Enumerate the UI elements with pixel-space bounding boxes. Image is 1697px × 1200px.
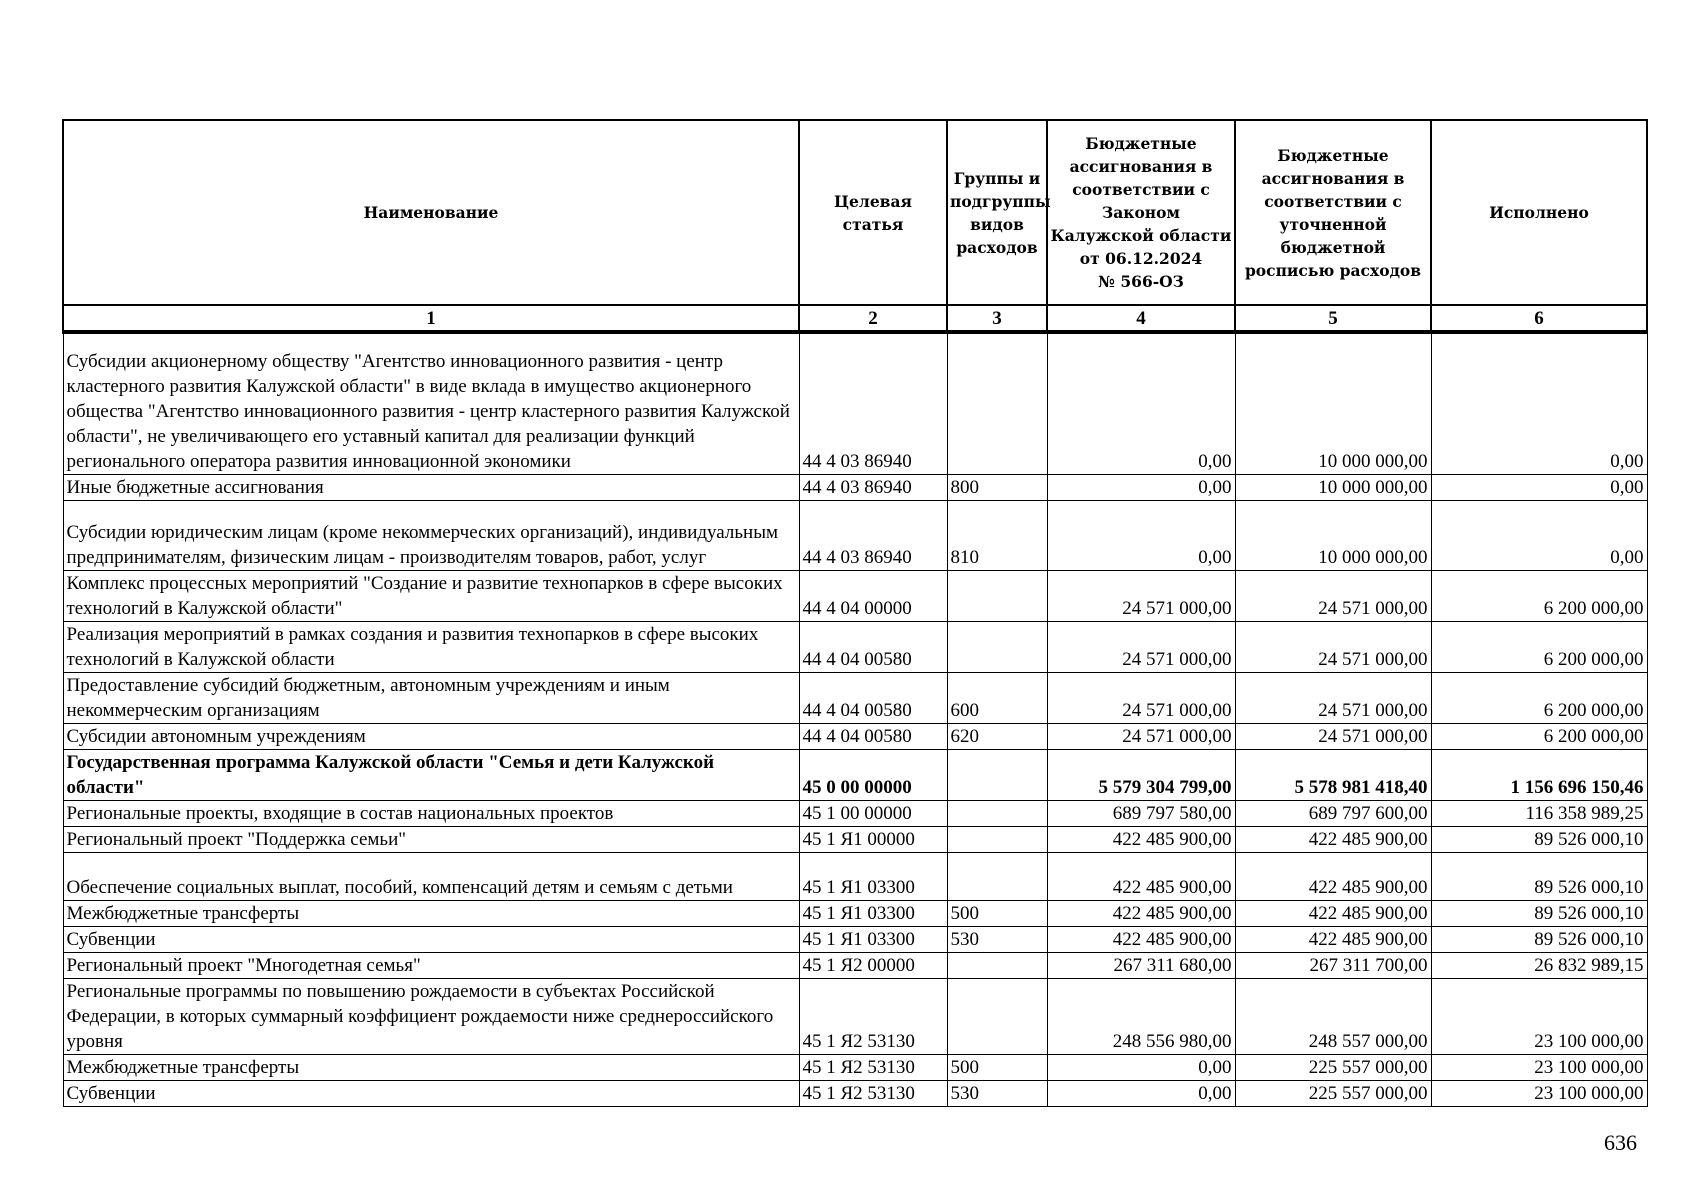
row-refined-allocation: 422 485 900,00 (1235, 926, 1431, 952)
row-expense-group (947, 800, 1047, 826)
row-law-allocation: 0,00 (1047, 1054, 1235, 1080)
header-expense-group: Группы и подгруппы видов расходов (947, 120, 1047, 305)
row-name: Субсидии юридическим лицам (кроме некоммерческих организаций), индивидуальным предпринимателям, физическим лицам - производителям товаров, работ, услуг (63, 500, 799, 570)
row-target-article: 45 1 Я1 03300 (799, 852, 947, 900)
row-name: Иные бюджетные ассигнования (63, 474, 799, 500)
row-law-allocation: 422 485 900,00 (1047, 926, 1235, 952)
row-name: Региональные проекты, входящие в состав национальных проектов (63, 800, 799, 826)
row-target-article: 45 1 Я2 53130 (799, 1080, 947, 1106)
row-target-article: 44 4 04 00580 (799, 723, 947, 749)
row-name: Обеспечение социальных выплат, пособий, компенсаций детям и семьям с детьми (63, 852, 799, 900)
row-executed: 0,00 (1431, 500, 1647, 570)
table-row (63, 723, 1647, 749)
row-expense-group (947, 852, 1047, 900)
row-target-article: 44 4 04 00580 (799, 621, 947, 672)
row-expense-group: 500 (947, 1054, 1047, 1080)
header-row (63, 120, 1647, 305)
row-law-allocation: 689 797 580,00 (1047, 800, 1235, 826)
row-expense-group: 600 (947, 672, 1047, 723)
row-law-allocation: 422 485 900,00 (1047, 826, 1235, 852)
row-executed: 0,00 (1431, 474, 1647, 500)
row-expense-group (947, 570, 1047, 621)
row-executed: 116 358 989,25 (1431, 800, 1647, 826)
row-executed: 26 832 989,15 (1431, 952, 1647, 978)
row-target-article: 45 1 Я1 03300 (799, 900, 947, 926)
row-law-allocation: 422 485 900,00 (1047, 852, 1235, 900)
row-executed: 1 156 696 150,46 (1431, 749, 1647, 800)
row-executed: 23 100 000,00 (1431, 1080, 1647, 1106)
row-expense-group: 620 (947, 723, 1047, 749)
row-refined-allocation: 10 000 000,00 (1235, 500, 1431, 570)
row-refined-allocation: 267 311 700,00 (1235, 952, 1431, 978)
row-refined-allocation: 225 557 000,00 (1235, 1080, 1431, 1106)
row-target-article: 45 0 00 00000 (799, 749, 947, 800)
row-target-article: 44 4 04 00000 (799, 570, 947, 621)
row-name: Субвенции (63, 926, 799, 952)
row-executed: 89 526 000,10 (1431, 826, 1647, 852)
table-row (63, 900, 1647, 926)
row-law-allocation: 24 571 000,00 (1047, 621, 1235, 672)
table-row (63, 852, 1647, 900)
column-number-row (63, 305, 1647, 332)
row-name: Региональный проект "Многодетная семья" (63, 952, 799, 978)
table-row (63, 474, 1647, 500)
row-name: Субсидии автономным учреждениям (63, 723, 799, 749)
row-refined-allocation: 225 557 000,00 (1235, 1054, 1431, 1080)
table-row (63, 570, 1647, 621)
table-row (63, 800, 1647, 826)
table-row (63, 672, 1647, 723)
row-target-article: 44 4 04 00580 (799, 672, 947, 723)
row-refined-allocation: 24 571 000,00 (1235, 723, 1431, 749)
header-law-allocation: Бюджетные ассигнования в соответствии с Законом Калужской области от 06.12.2024 № 566-ОЗ (1047, 120, 1235, 305)
row-refined-allocation: 422 485 900,00 (1235, 852, 1431, 900)
row-law-allocation: 24 571 000,00 (1047, 672, 1235, 723)
table-row (63, 1054, 1647, 1080)
row-law-allocation: 422 485 900,00 (1047, 900, 1235, 926)
row-expense-group (947, 978, 1047, 1054)
header-target-article: Целевая статья (799, 120, 947, 305)
row-target-article: 45 1 Я1 03300 (799, 926, 947, 952)
row-expense-group: 810 (947, 500, 1047, 570)
row-law-allocation: 5 579 304 799,00 (1047, 749, 1235, 800)
row-refined-allocation: 5 578 981 418,40 (1235, 749, 1431, 800)
row-law-allocation: 24 571 000,00 (1047, 723, 1235, 749)
row-expense-group: 500 (947, 900, 1047, 926)
row-law-allocation: 267 311 680,00 (1047, 952, 1235, 978)
row-target-article: 44 4 03 86940 (799, 474, 947, 500)
row-law-allocation: 0,00 (1047, 474, 1235, 500)
table-row (63, 332, 1647, 474)
row-target-article: 45 1 00 00000 (799, 800, 947, 826)
row-expense-group (947, 826, 1047, 852)
header-refined-allocation: Бюджетные ассигнования в соответствии с уточненной бюджетной росписью расходов (1235, 120, 1431, 305)
table-row (63, 978, 1647, 1054)
row-refined-allocation: 689 797 600,00 (1235, 800, 1431, 826)
row-expense-group: 800 (947, 474, 1047, 500)
row-law-allocation: 248 556 980,00 (1047, 978, 1235, 1054)
row-law-allocation: 0,00 (1047, 332, 1235, 474)
row-expense-group: 530 (947, 926, 1047, 952)
row-name: Предоставление субсидий бюджетным, автономным учреждениям и иным некоммерческим организациям (63, 672, 799, 723)
row-law-allocation: 0,00 (1047, 1080, 1235, 1106)
row-executed: 89 526 000,10 (1431, 900, 1647, 926)
row-refined-allocation: 10 000 000,00 (1235, 332, 1431, 474)
page-number: 636 (1604, 1130, 1637, 1155)
row-law-allocation: 0,00 (1047, 500, 1235, 570)
table-row (63, 1080, 1647, 1106)
table-row (63, 952, 1647, 978)
row-executed: 6 200 000,00 (1431, 570, 1647, 621)
column-number: 6 (1431, 305, 1647, 332)
row-expense-group (947, 749, 1047, 800)
row-law-allocation: 24 571 000,00 (1047, 570, 1235, 621)
row-refined-allocation: 24 571 000,00 (1235, 570, 1431, 621)
row-refined-allocation: 422 485 900,00 (1235, 826, 1431, 852)
row-name: Региональный проект "Поддержка семьи" (63, 826, 799, 852)
row-name: Субвенции (63, 1080, 799, 1106)
row-target-article: 45 1 Я2 53130 (799, 978, 947, 1054)
row-refined-allocation: 24 571 000,00 (1235, 621, 1431, 672)
row-name: Государственная программа Калужской области "Семья и дети Калужской области" (63, 749, 799, 800)
table-row (63, 749, 1647, 800)
row-executed: 23 100 000,00 (1431, 1054, 1647, 1080)
row-refined-allocation: 24 571 000,00 (1235, 672, 1431, 723)
column-number: 2 (799, 305, 947, 332)
budget-table-body (63, 332, 1647, 1106)
column-number: 4 (1047, 305, 1235, 332)
row-refined-allocation: 248 557 000,00 (1235, 978, 1431, 1054)
row-refined-allocation: 10 000 000,00 (1235, 474, 1431, 500)
column-number: 1 (63, 305, 799, 332)
row-executed: 0,00 (1431, 332, 1647, 474)
header-executed: Исполнено (1431, 120, 1647, 305)
row-refined-allocation: 422 485 900,00 (1235, 900, 1431, 926)
budget-sheet (62, 119, 1646, 1107)
row-name: Региональные программы по повышению рождаемости в субъектах Российской Федерации, в которых суммарный коэффициент рождаемости ниже среднероссийского уровня (63, 978, 799, 1054)
row-target-article: 44 4 03 86940 (799, 500, 947, 570)
budget-table (62, 119, 1648, 1107)
row-target-article: 45 1 Я2 53130 (799, 1054, 947, 1080)
table-row (63, 621, 1647, 672)
row-name: Межбюджетные трансферты (63, 900, 799, 926)
row-target-article: 45 1 Я1 00000 (799, 826, 947, 852)
row-executed: 23 100 000,00 (1431, 978, 1647, 1054)
column-number: 3 (947, 305, 1047, 332)
row-executed: 6 200 000,00 (1431, 672, 1647, 723)
row-executed: 89 526 000,10 (1431, 852, 1647, 900)
row-executed: 6 200 000,00 (1431, 723, 1647, 749)
row-name: Субсидии акционерному обществу "Агентство инновационного развития - центр кластерного развития Калужской области" в виде вклада в имущество акционерного общества "Агентство инновационного развития - центр кластерного развития Калужской области", не увеличивающего его уставный капитал для реализации функций регионального оператора развития инновационной экономики (63, 332, 799, 474)
table-row (63, 826, 1647, 852)
row-expense-group (947, 332, 1047, 474)
row-name: Реализация мероприятий в рамках создания и развития технопарков в сфере высоких технологий в Калужской области (63, 621, 799, 672)
row-expense-group: 530 (947, 1080, 1047, 1106)
table-row (63, 926, 1647, 952)
header-name: Наименование (63, 120, 799, 305)
row-executed: 6 200 000,00 (1431, 621, 1647, 672)
table-row (63, 500, 1647, 570)
row-target-article: 45 1 Я2 00000 (799, 952, 947, 978)
row-target-article: 44 4 03 86940 (799, 332, 947, 474)
row-name: Комплекс процессных мероприятий "Создание и развитие технопарков в сфере высоких технологий в Калужской области" (63, 570, 799, 621)
column-number: 5 (1235, 305, 1431, 332)
row-expense-group (947, 621, 1047, 672)
row-executed: 89 526 000,10 (1431, 926, 1647, 952)
row-name: Межбюджетные трансферты (63, 1054, 799, 1080)
row-expense-group (947, 952, 1047, 978)
